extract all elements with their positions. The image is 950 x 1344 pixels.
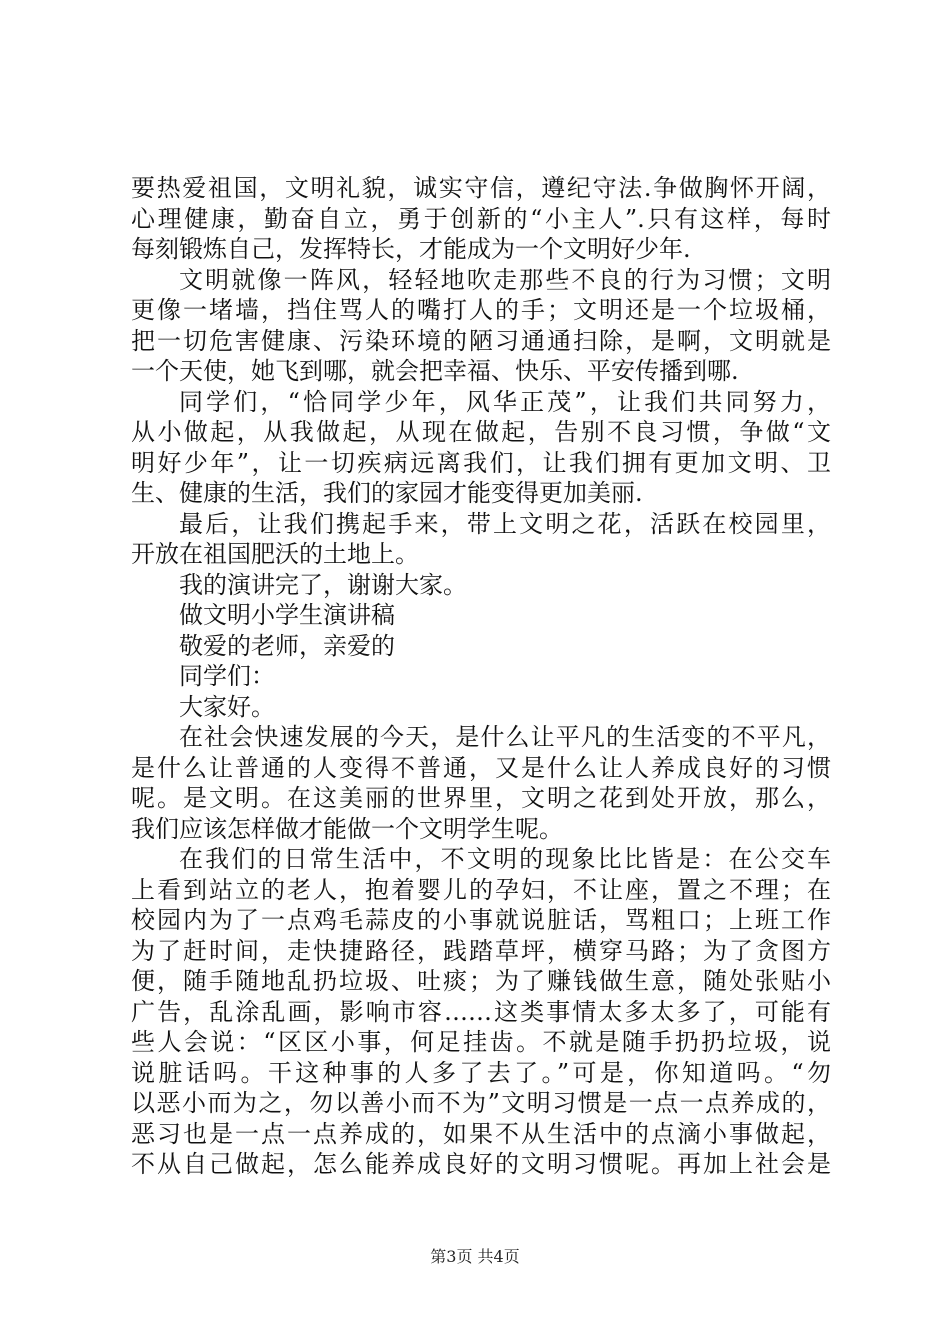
text-line: 校园内为了一点鸡毛蒜皮的小事就说脏话，骂粗口；上班工作 [131,906,831,934]
text-line: 同学们，“恰同学少年，风华正茂”，让我们共同努力， [179,387,831,416]
text-line: 文明就像一阵风，轻轻地吹走那些不良的行为习惯；文明 [179,265,831,294]
text-line: 把一切危害健康、污染环境的陋习通通扫除，是啊，文明就是 [131,326,831,355]
text-line: 我的演讲完了，谢谢大家。 [179,570,467,599]
text-line: 广告，乱涂乱画，影响市容……这类事情太多太多了，可能有 [131,997,831,1026]
text-line: 呢。是文明。在这美丽的世界里，文明之花到处开放，那么， [131,784,831,812]
text-line: 说脏话吗。干这种事的人多了去了。”可是，你知道吗。“勿 [131,1058,831,1087]
text-line: 在我们的日常生活中，不文明的现象比比皆是：在公交车 [179,845,831,873]
page-footer: 第3页 共4页 [430,1247,520,1266]
text-line: 要热爱祖国，文明礼貌，诚实守信，遵纪守法.争做胸怀开阔， [131,174,831,202]
text-line: 便，随手随地乱扔垃圾、吐痰；为了赚钱做生意，随处张贴小 [131,967,831,995]
text-line: 大家好。 [179,692,275,721]
text-line: 明好少年”，让一切疾病远离我们，让我们拥有更加文明、卫 [131,448,831,477]
text-line: 从小做起，从我做起，从现在做起，告别不良习惯，争做“文 [131,418,831,446]
document-body [131,173,831,1180]
text-line: 心理健康，勤奋自立，勇于创新的“小主人”.只有这样，每时 [131,204,831,233]
text-line: 恶习也是一点一点养成的，如果不从生活中的点滴小事做起， [131,1119,831,1148]
text-line: 做文明小学生演讲稿 [179,601,395,629]
text-line: 一个天使，她飞到哪，就会把幸福、快乐、平安传播到哪. [131,357,739,385]
text-line: 我们应该怎样做才能做一个文明学生呢。 [131,814,563,843]
text-line: 更像一堵墙，挡住骂人的嘴打人的手；文明还是一个垃圾桶， [131,296,831,324]
text-line: 开放在祖国肥沃的土地上。 [131,540,419,568]
text-line: 在社会快速发展的今天，是什么让平凡的生活变的不平凡， [179,723,831,751]
text-line: 些人会说：“区区小事，何足挂齿。不就是随手扔扔垃圾，说 [131,1028,831,1056]
text-line: 上看到站立的老人，抱着婴儿的孕妇，不让座，置之不理；在 [131,875,831,904]
text-line: 每刻锻炼自己，发挥特长，才能成为一个文明好少年. [131,235,691,263]
text-line: 以恶小而为之，勿以善小而不为”文明习惯是一点一点养成的， [131,1089,831,1117]
text-line: 同学们： [179,662,275,690]
text-line: 最后，让我们携起手来，带上文明之花，活跃在校园里， [179,509,831,538]
text-line: 敬爱的老师，亲爱的 [179,631,395,660]
text-line: 为了赶时间，走快捷路径，践踏草坪，横穿马路；为了贪图方 [131,936,831,965]
text-line: 是什么让普通的人变得不普通，又是什么让人养成良好的习惯 [131,753,831,782]
text-line: 生、健康的生活，我们的家园才能变得更加美丽. [131,479,643,507]
text-line: 不从自己做起，怎么能养成良好的文明习惯呢。再加上社会是 [131,1150,831,1178]
